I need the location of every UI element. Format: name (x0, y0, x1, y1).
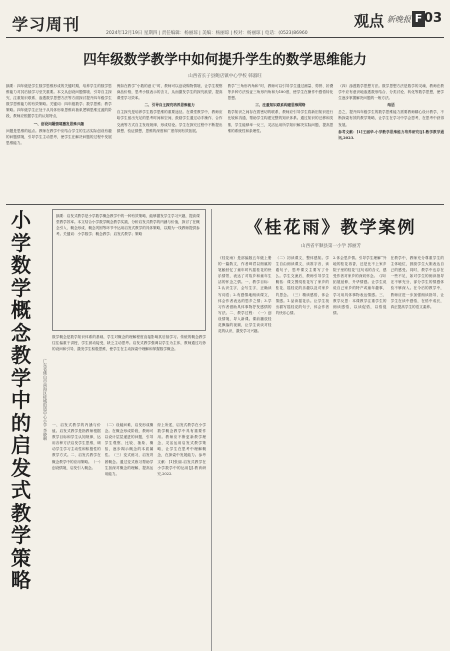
header-rule (6, 37, 444, 38)
section-divider (6, 204, 444, 205)
newspaper-logo: 新晚报 (387, 15, 411, 24)
title-char: 学 (11, 230, 31, 255)
page-header (6, 4, 444, 38)
text-column (6, 83, 112, 200)
article-body-top (52, 334, 206, 418)
article-title: 四年级数学教学中如何提升学生的数学思维能力 (83, 52, 367, 68)
text-column: （二）设疑问难，启发形成概念。在概念形成阶段，教师可以设计层层递进的问题，引导学生观察、比较、抽象、概括，逐步揭示概念的本质属性。（三）变式练习，启发巩固概念。通过变式练习帮助学生加深对概念的理解，提高运用能力。 (104, 423, 154, 476)
paragraph: 自主探究是培养学生数学思维的重要途径。在课堂教学中，教师应给学生留出充足的思考时间和空间，鼓励学生通过动手操作、合作交流等方式自主发现规律，形成结论。学生在探究过程中不断提出猜想、验证猜想，思维的深度和广度得到有效拓展。 (116, 110, 223, 133)
section-name: 观点 (353, 12, 384, 30)
title-char: 式 (11, 478, 31, 502)
title-char: 教 (11, 343, 31, 367)
subheading: 结语 (387, 103, 395, 108)
text-column (117, 83, 223, 200)
text-column: 2.体会思乡情。引导学生理解“外地的桂花再香，还是比不上家乡院子里的桂花”这句话的含义，感受作者对家乡的深切怀念。（四）拓展延伸，升华情感。让学生说说自己家乡的特产或童年趣事，学习用具体事物表达情感。三、教学反思：本课教学注重学生的朗读感悟，以读促悟，以悟促情。 (333, 256, 387, 315)
left-top (6, 209, 206, 647)
text-column (228, 83, 334, 200)
paragraph: 例如在教学“小数的意义”时，教师可以创设购物情境，让学生观察商品价格，思考小数表示的含义，从而激发学生的探究欲望，提高课堂学习效率。 (116, 84, 223, 101)
text-column: 数学概念是数学知识体系的基础，学生对概念的理解程度直接影响其后续学习。传统的概念教学往往偏重于讲授，学生被动接受，缺乏主动思考。启发式教学强调以学生为主体，教师通过巧妙的设问和引导，激发学生积极思维，使学生在主动探索中理解和掌握数学概念。 (52, 335, 206, 352)
subheading: 三、注重知识联系构建思维网络 (255, 103, 306, 108)
title-char: 发 (11, 455, 31, 480)
subheading: 二、引导自主探究培养思维能力 (144, 103, 195, 108)
article-content (52, 209, 206, 647)
title-char: 中 (11, 388, 31, 412)
paragraph: 数学知识之间存在着密切的联系，教师应引导学生将新旧知识进行比较和沟通，帮助学生构建完整的知识体系。通过知识的迁移和类推，学生能够举一反三，灵活运用所学知识解决实际问题，提高思维的系统性和条理性。 (227, 110, 334, 133)
article-title: 《桂花雨》教学案例 (245, 218, 417, 238)
title-char: 略 (11, 568, 31, 592)
title-char: 教 (11, 500, 31, 525)
title-char: 学 (11, 523, 31, 547)
article-byline: 山西省平顺县第一小学 郭丽芳 (301, 244, 361, 249)
title-char: 念 (11, 320, 31, 345)
text-column (338, 83, 444, 200)
text-column: 一、启发式教学的内涵与价值。启发式教学是指教师根据教学目标和学生认知规律，运用各种方法启发学生思维，调动学生学习主动性和积极性的教学方式。二、启发式教学在概念教学中的应用策略。（一）创设情境，启发引入概念。 (52, 423, 101, 470)
article-math-thinking (6, 48, 444, 200)
article-body (52, 422, 206, 647)
paragraph: 摘要：四年级是学生数学思维形成的关键时期，培养学生的数学思维能力对其后续学习至关重要。本文从创设问题情境、引导自主探究、注重知识联系、渗透数学思想方法等方面探讨提升四年级学生数学思维能力的有效策略。关键词：四年级数学；数学思维；教学策略。四年级学生正处于从具体形象思维向抽象逻辑思维过渡的阶段，教师应根据学生的认知特点， (6, 84, 112, 119)
section-letter: F (412, 11, 425, 27)
title-char: 数 (11, 253, 31, 277)
text-column: （二）初读课文，整体感知。学生自由朗读课文，读准字音，读通句子，思考课文主要写了什么。学生交流后，教师引导学生概括：课文围绕桂花写了家乡的桂花、摇桂花的乐趣以及对家乡的思念。（三）精读感悟，体会情感。1.品读摇花乐。让学生找出描写摇桂花的句子，体会作者的快乐心情。 (275, 256, 329, 315)
paragraph: 教学“三角形内角和”时，教师可以引导学生通过测量、剪拼、折叠等多种方法验证三角形内角和为180度，使学生在操作中感悟转化思想。 (227, 84, 334, 101)
title-char: 学 (11, 275, 31, 300)
article-body (218, 255, 444, 651)
paragraph: 问题是思维的起点。教师在教学中应结合学生的生活实际创设有趣的问题情境，引导学生主动思考，使学生在解决问题的过程中发展思维能力。 (6, 128, 112, 145)
title-char: 策 (11, 545, 31, 570)
title-char: 概 (11, 298, 31, 322)
abstract-box: 摘要：启发式教学是小学数学概念教学中的一种有效策略，能够激发学生学习兴趣，提高课堂教学效率。本文结合小学数学概念教学实践，分析启发式教学的内涵与价值，探讨了在概念引入、概念形成、概念巩固等环节中运用启发式教学的具体策略，以期为一线教师提供参考。关键词：小学数学；概念教学；启发式教学；策略 (52, 209, 206, 331)
article-body (6, 83, 444, 200)
vertical-article-title (6, 209, 36, 647)
text-column: 在教学中，教师充分尊重学生的主体地位，鼓励学生大胆表达自己的感受。同时，教学中也存在一些不足，如对学生的朗读指导还不够充分，部分学生的情感体验不够深入。在今后的教学中，教师应进一步加强朗读指导，让学生在读中感悟，在悟中成长，真正提高学生的语文素养。 (390, 256, 444, 309)
newspaper-title: 学习周刊 (12, 15, 81, 34)
text-column: 综上所述，启发式教学在小学数学概念教学中具有重要作用。教师应不断更新教学理念，灵活运用启发式教学策略，让学生在思考中理解概念，在探索中发展能力。参考文献：[1]张丽.启发式教学在小学数学中的运用[J].教育研究,2022. (157, 423, 207, 476)
article-heuristic-teaching (6, 209, 212, 651)
paragraph: 总之，提升四年级学生的数学思维能力需要教师精心设计教学，不断探索有效的教学策略，让学生在学习中学会思考，在思考中获得发展。 (338, 110, 444, 127)
text-column: 《桂花雨》是部编版五年级上册的一篇散文，作者琦君以细腻的笔触回忆了童年时代摇桂花的快乐情景，表达了对故乡和童年生活的怀念之情。一、教学目标：1.认识生字，会写生字，正确读写词语；2.有感情地朗读课文，体会作者表达的思乡之情；3.学习作者借助具体事物抒发感情的写法。二、教学过程：（一）创设情境，导入新课。课前播放桂花飘落的视频，让学生谈谈对桂花的认识，激发学习兴趣。 (218, 256, 272, 334)
lower-section (6, 209, 444, 651)
article-byline: 广东省佛山市南海区桂城街道中心小学 李晓琳 (43, 359, 48, 441)
title-char: 小 (11, 208, 31, 232)
issue-meta: 2024年12月19日 星期四 | 责任编辑：杨丽琼 | 美编：杨丽琼 | 校对：杨丽琼 | 电话：(0523)86960 (106, 31, 308, 36)
page-number: 03 (423, 11, 442, 26)
title-char: 的 (11, 410, 31, 435)
title-char: 学 (11, 365, 31, 390)
article-guihuayu (218, 209, 444, 651)
title-char: 启 (11, 433, 31, 457)
article-byline: 山西省长子县鲍店镇中心学校 韩淑旺 (188, 74, 262, 79)
references: 参考文献：[1]王丽华.小学数学思维能力培养研究[J].数学教学通讯,2023. (338, 129, 444, 140)
subheading: 一、创设问题情境激发思维兴趣 (33, 121, 85, 126)
paragraph: （四）渗透数学思想方法。数学思想方法是数学的灵魂，教师在教学中应有意识地渗透数形结合、分类讨论、转化等数学思想，使学生逐步掌握解决问题的一般方法。 (338, 84, 444, 101)
